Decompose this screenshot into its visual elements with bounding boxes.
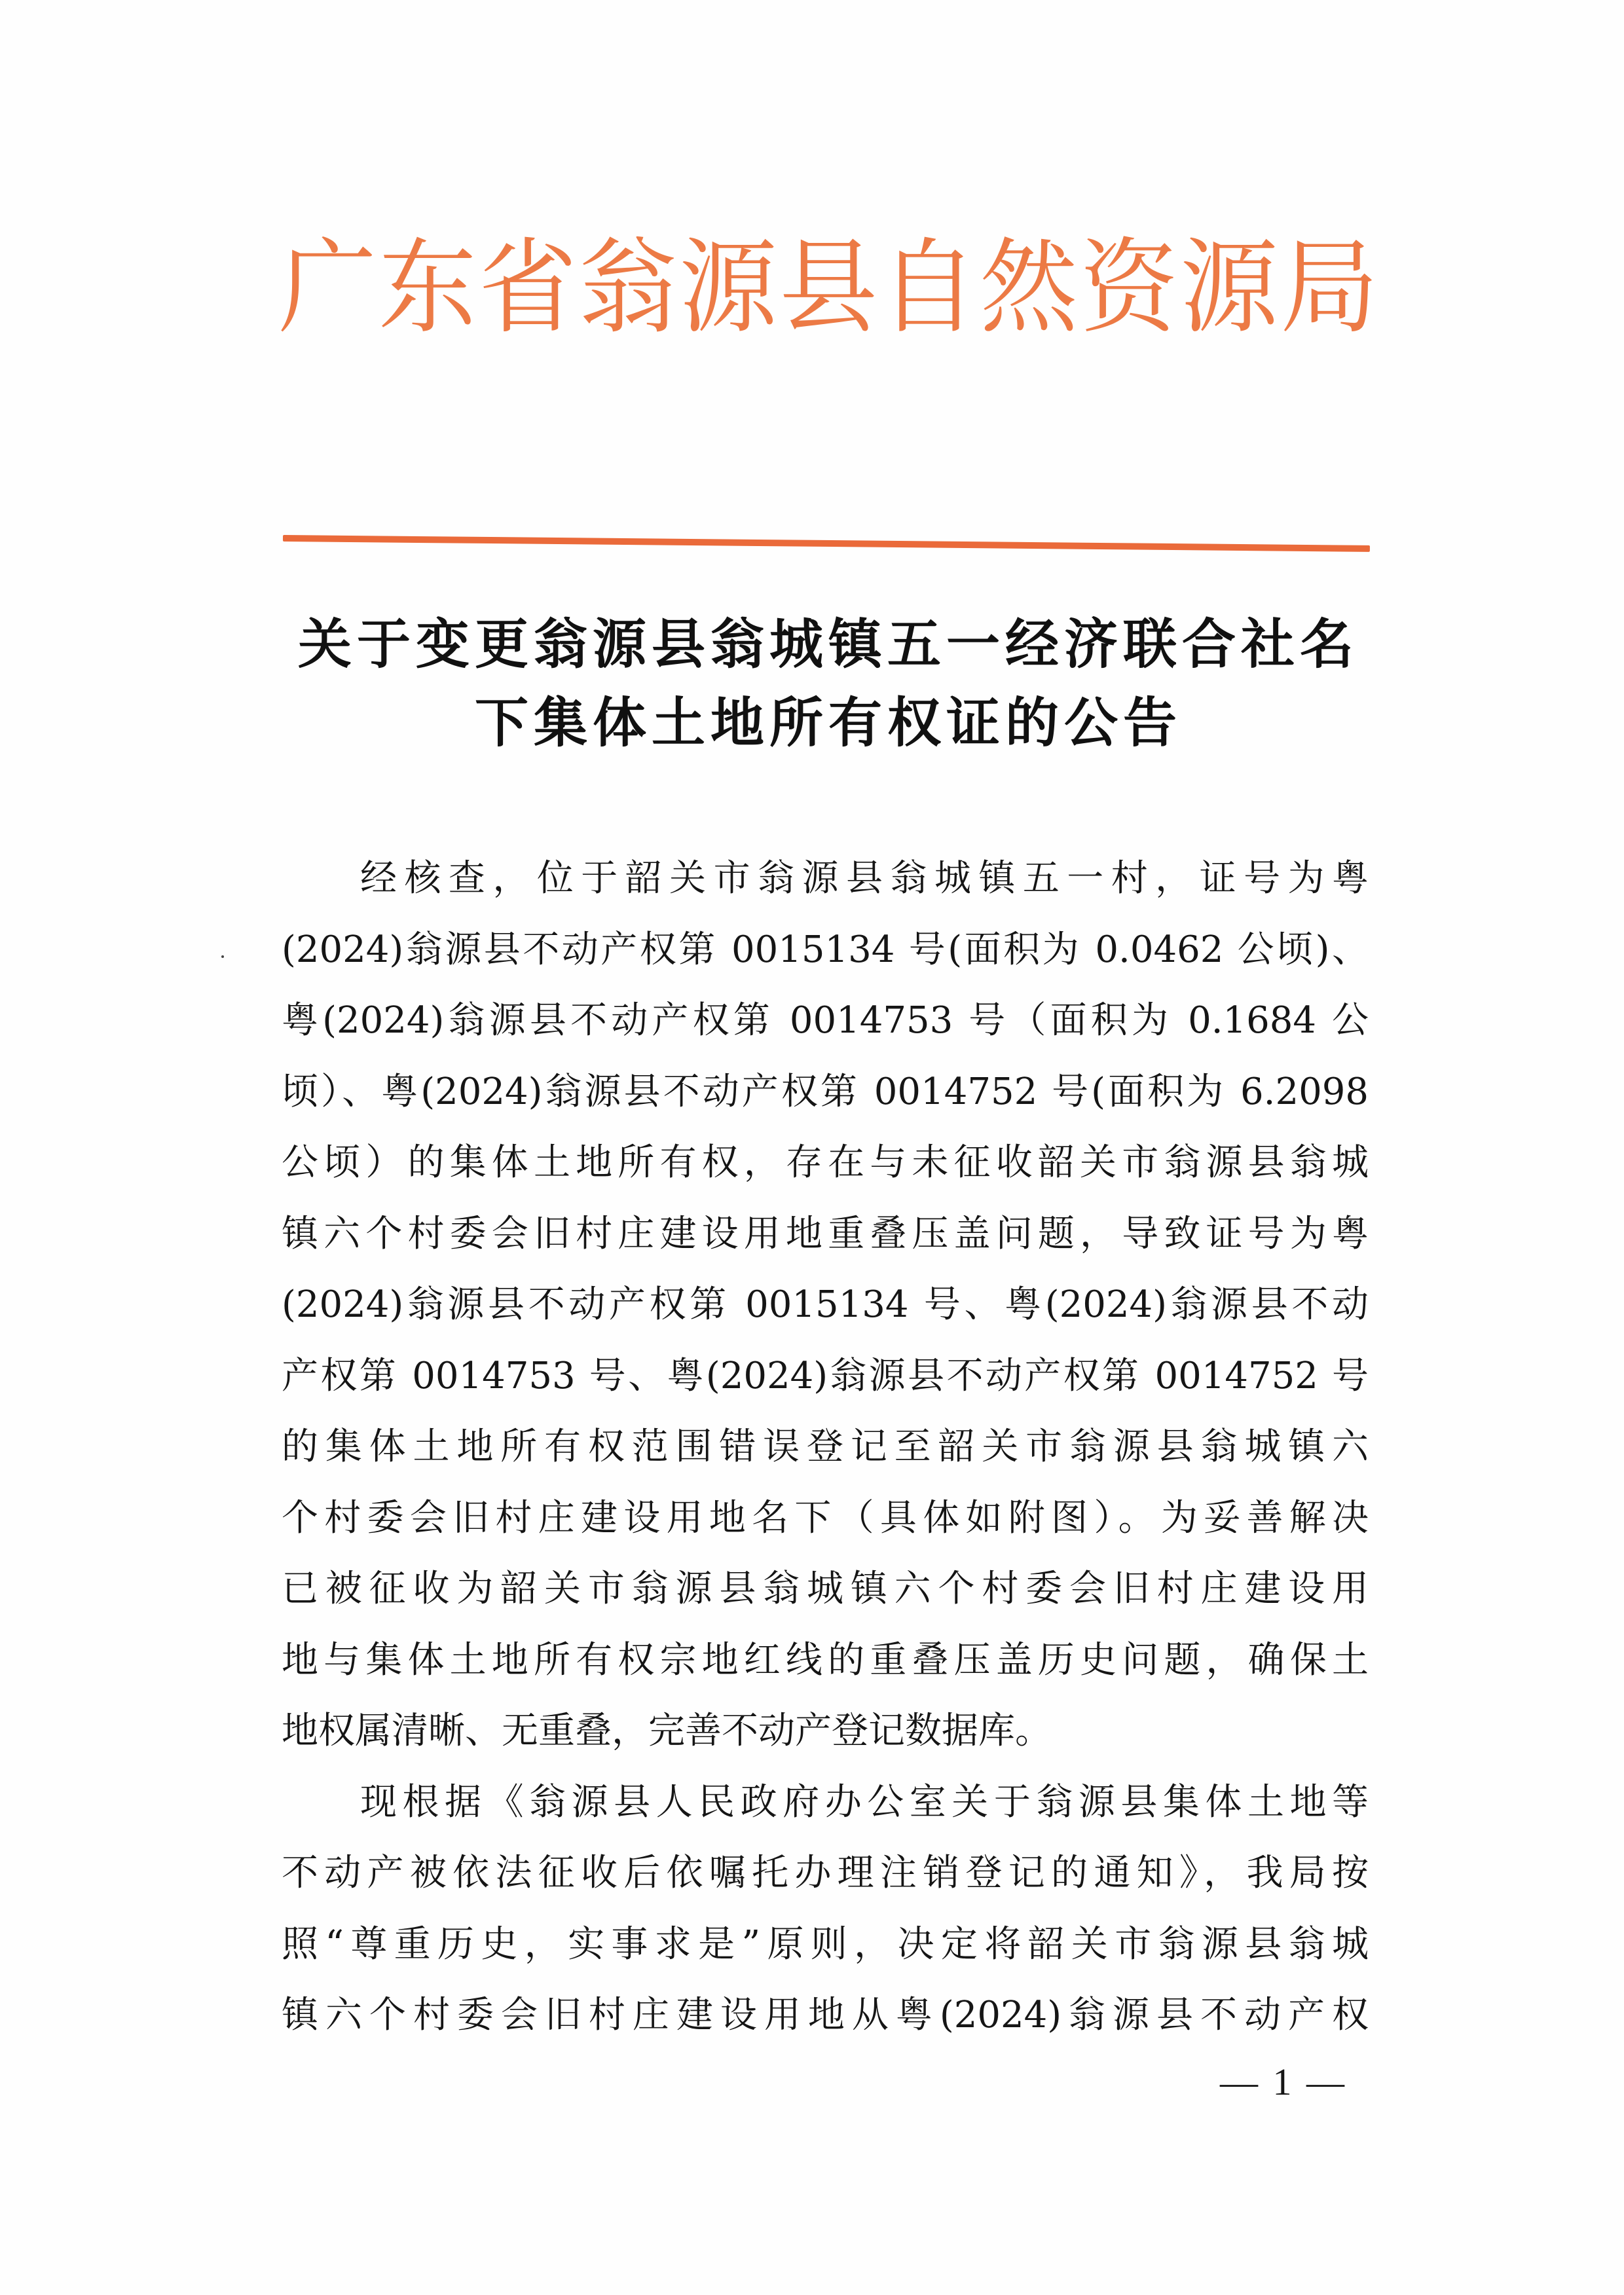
body-line: (2024)翁源县不动产权第 0015134 号(面积为 0.0462 公顷)、 [282,928,1369,971]
issuer-char: 翁 [579,228,678,348]
issuer-char: 资 [1080,228,1179,348]
body-line: 不动产被依法征收后依嘱托办理注销登记的通知》，我局按 [282,1852,1369,1894]
page-number: — 1 — [1220,2061,1347,2103]
document-title-line-1: 关于变更翁源县翁城镇五一经济联合社名 [297,614,1359,676]
body-line: 镇六个村委会旧村庄建设用地重叠压盖问题，导致证号为粤 [282,1212,1369,1255]
issuer-char: 东 [378,228,477,348]
body-line: 顷）、粤(2024)翁源县不动产权第 0014752 号(面积为 6.2098 [282,1070,1369,1113]
header-divider-rule [283,535,1370,552]
body-line: 产权第 0014753 号、粤(2024)翁源县不动产权第 0014752 号 [282,1354,1369,1397]
body-line: 粤(2024)翁源县不动产权第 0014753 号（面积为 0.1684 公 [282,999,1369,1042]
body-line: 地权属清晰、无重叠，完善不动产登记数据库。 [282,1710,1052,1752]
issuer-char: 源 [1180,228,1279,348]
issuer-char: 源 [679,228,778,348]
body-line: 现根据《翁源县人民政府办公室关于翁源县集体土地等 [360,1780,1369,1824]
scan-speck [221,955,224,958]
issuer-char: 自 [879,228,978,348]
issuer-char: 广 [278,228,377,348]
body-line: 照“尊重历史，实事求是”原则，决定将韶关市翁源县翁城 [282,1922,1369,1966]
issuer-char: 县 [779,228,878,348]
issuer-char: 局 [1280,228,1379,348]
document-title-line-2: 下集体土地所有权证的公告 [474,692,1182,754]
issuer-header [278,229,1378,347]
issuer-char: 省 [479,228,578,348]
issuer-char: 然 [980,228,1079,348]
body-line: 地与集体土地所有权宗地红线的重叠压盖历史问题，确保土 [282,1638,1369,1681]
body-line: 公顷）的集体土地所有权，存在与未征收韶关市翁源县翁城 [282,1141,1369,1184]
body-line: 经核查，位于韶关市翁源县翁城镇五一村，证号为粤 [360,857,1369,900]
body-line: 已被征收为韶关市翁源县翁城镇六个村委会旧村庄建设用 [282,1568,1369,1610]
body-line: 的集体土地所有权范围错误登记至韶关市翁源县翁城镇六 [282,1425,1369,1468]
body-line: 镇六个村委会旧村庄建设用地从粤(2024)翁源县不动产权 [282,1994,1369,2036]
body-line: (2024)翁源县不动产权第 0015134 号、粤(2024)翁源县不动 [282,1283,1369,1326]
body-line: 个村委会旧村庄建设用地名下（具体如附图）。为妥善解决 [282,1496,1369,1539]
document-body [282,843,1369,2051]
